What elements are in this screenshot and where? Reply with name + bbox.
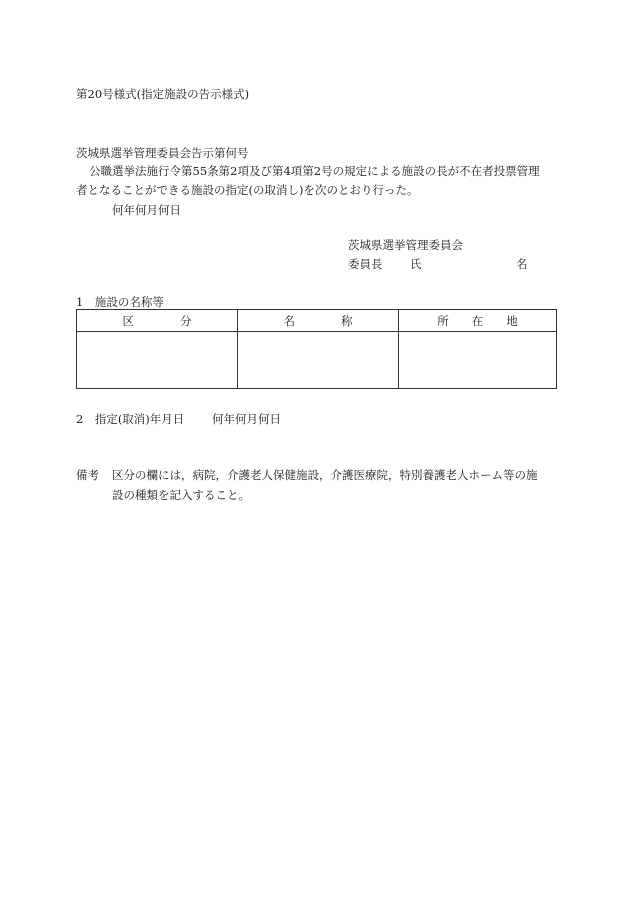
cell-name [238,332,399,389]
column-header-location: 所 在 地 [399,310,557,332]
section-2-date: 何年何月何日 [212,412,281,426]
cell-location [399,332,557,389]
column-header-category: 区 分 [77,310,238,332]
column-header-name: 名 称 [238,310,399,332]
cell-category [77,332,238,389]
issuer-committee: 茨城県選挙管理委員会 [348,238,463,252]
notice-body-line-2: 者となることができる施設の指定(の取消し)を次のとおり行った。 [76,183,419,197]
table-row [77,332,557,389]
remarks-line-1: 区分の欄には，病院，介護老人保健施設，介護医療院，特別養護老人ホーム等の施 [112,468,538,482]
notice-body-line-1: 公職選挙法施行令第55条第2項及び第4項第2号の規定による施設の長が不在者投票管理 [89,164,540,178]
section-1-heading: 1 施設の名称等 [76,295,164,309]
remarks-label: 備考 [76,468,99,482]
section-2-heading: 2 指定(取消)年月日 [76,412,185,426]
table-header-row [77,310,557,332]
notice-date: 何年何月何日 [112,203,181,217]
facility-table [76,309,557,389]
issuer-chair-shi: 氏 [410,257,422,271]
issuer-chair-label: 委員長 [348,257,383,271]
remarks-line-2: 設の種類を記入すること。 [112,488,250,502]
issuer-chair-mei: 名 [516,257,528,271]
notice-number: 茨城県選挙管理委員会告示第何号 [76,146,249,160]
form-title: 第20号様式(指定施設の告示様式) [76,87,250,101]
